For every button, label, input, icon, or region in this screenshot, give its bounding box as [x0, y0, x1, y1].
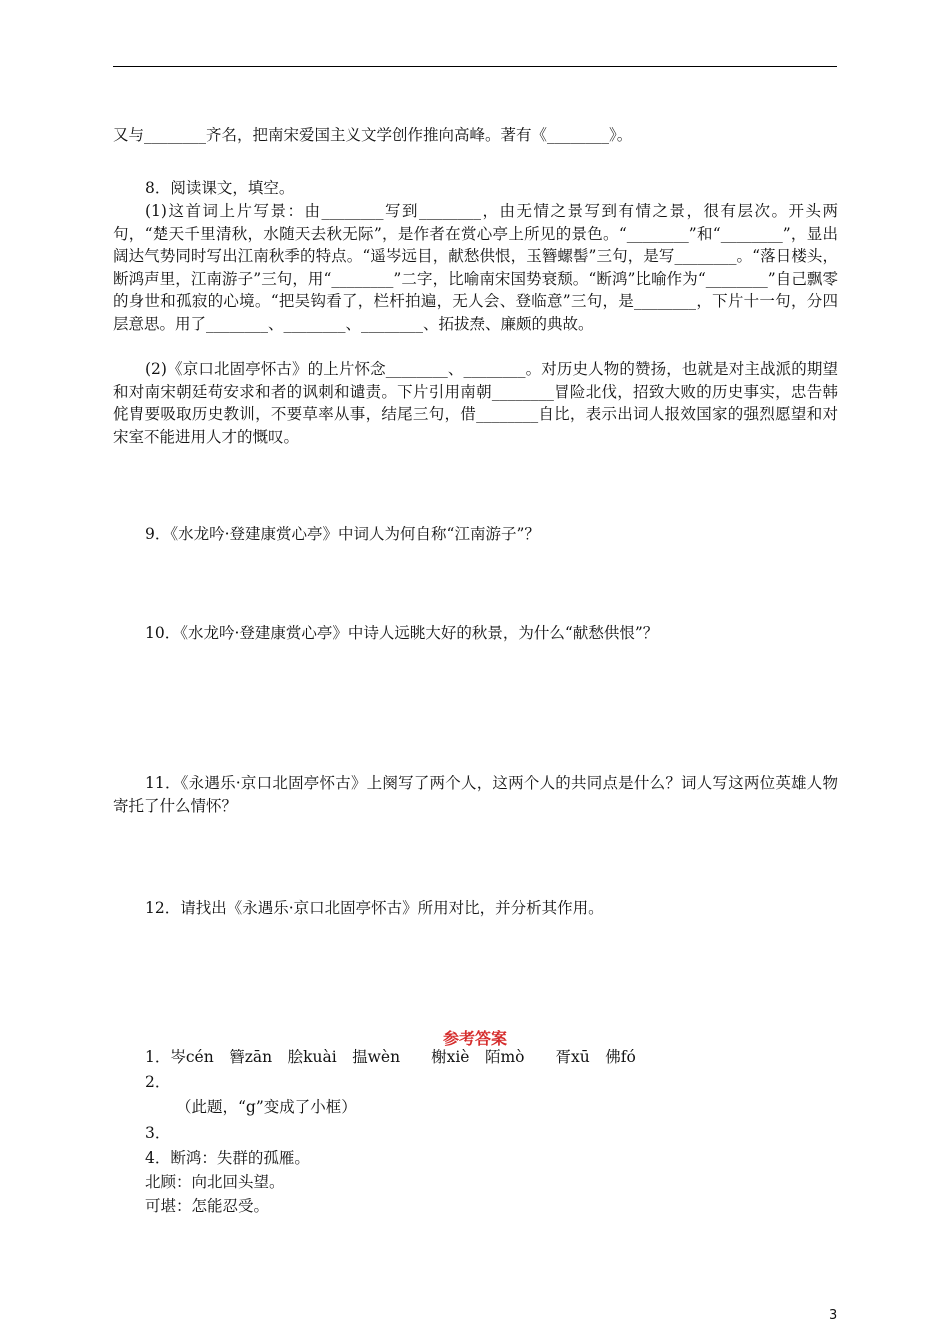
question-9: 9．《水龙吟·登建康赏心亭》中词人为何自称“江南游子”？ — [145, 525, 540, 543]
answer-1: 1．岑cén 簪zān 脍kuài 揾wèn 榭xiè 陌mò 胥xū 佛fó — [145, 1048, 636, 1066]
answer-2-note: （此题，“g”变成了小框） — [176, 1098, 357, 1116]
answer-4-line-2: 北顾：向北回头望。 — [145, 1173, 285, 1191]
question-12: 12．请找出《永遇乐·京口北固亭怀古》所用对比，并分析其作用。 — [145, 899, 604, 917]
question-8-part-2: (2)《京口北固亭怀古》的上片怀念________、________。对历史人物的赞扬，也就是对主战派的期望和对南宋朝廷苟安求和者的讽刺和谴责。下片引用南朝________冒险北伐，招致大败的历史事实，忠告韩侂胄要吸取历史教训，不要草率从事，结尾三句，借________自比，表示出词人报效国家的强烈愿望和对宋室不能进用人才的慨叹。 — [113, 360, 838, 446]
question-8-title: 8．阅读课文，填空。 — [145, 179, 295, 197]
answer-4-line-1: 4．断鸿：失群的孤雁。 — [145, 1149, 310, 1167]
answer-3: 3． — [145, 1124, 171, 1142]
continuation-text: 又与________齐名，把南宋爱国主义文学创作推向高峰。著有《________》。 — [113, 126, 633, 144]
question-11: 11．《永遇乐·京口北固亭怀古》上阕写了两个人，这两个人的共同点是什么？词人写这两位英雄人物寄托了什么情怀？ — [113, 774, 838, 815]
header-rule — [113, 66, 837, 67]
question-10: 10．《水龙吟·登建康赏心亭》中诗人远眺大好的秋景，为什么“献愁供恨”？ — [145, 624, 659, 642]
answer-2: 2． — [145, 1073, 171, 1091]
answers-heading: 参考答案 — [442, 1029, 507, 1048]
question-8-part-1: (1)这首词上片写景：由________写到________，由无情之景写到有情之景，很有层次。开头两句，“楚天千里清秋，水随天去秋无际”，是作者在赏心亭上所见的景色。“________”和“________”，显出阔达气势同时写出江南秋季的特点。“遥岑远目，献愁供恨，玉簪螺髻”三句，是写________。“落日楼头，断鸿声里，江南游子”三句，用“________”二字，比喻南宋国势衰颓。“断鸿”比喻作为“________”自己飘零的身世和孤寂的心境。“把吴钩看了，栏杆拍遍，无人会、登临意”三句，是________，下片十一句，分四层意思。用了________、________、________、拓拔焘、廉颇的典故。 — [113, 202, 838, 333]
page-number: 3 — [829, 1308, 838, 1323]
answer-4-line-3: 可堪：怎能忍受。 — [145, 1197, 270, 1215]
